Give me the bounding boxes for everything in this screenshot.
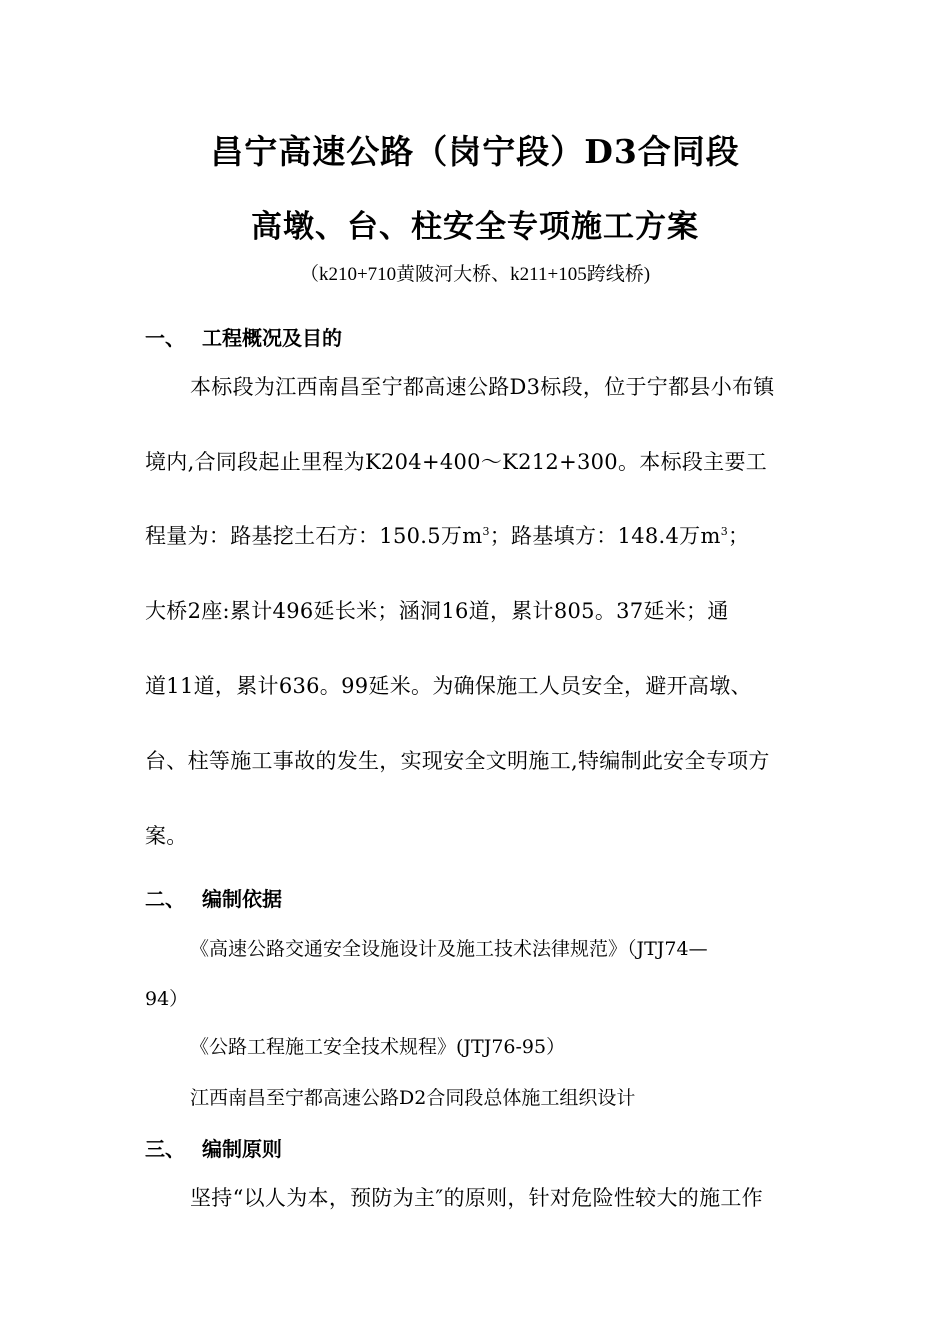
paragraph-line: 大桥2座:累计496延长米；涵洞16道，累计805。37延米；通 — [145, 599, 729, 623]
section-number: 三、 — [145, 1137, 185, 1161]
section-title: 编制原则 — [202, 1137, 282, 1161]
superscript: 3 — [720, 525, 728, 538]
paragraph-line: 台、柱等施工事故的发生，实现安全文明施工,特编制此安全专项方 — [145, 749, 770, 773]
text-fragment: 程量为：路基挖土石方：150.5万m — [145, 524, 483, 548]
reference-line: 《公路工程施工安全技术规程》(JTJ76-95） — [190, 1036, 566, 1058]
text-fragment: ； — [728, 524, 750, 548]
reference-line: 94） — [145, 988, 189, 1010]
paragraph-line: 道11道，累计636。99延米。为确保施工人员安全，避开高墩、 — [145, 674, 752, 698]
reference-line: 《高速公路交通安全设施设计及施工技术法律规范》（JTJ74— — [190, 938, 708, 960]
section-title: 工程概况及目的 — [202, 326, 342, 350]
superscript: 3 — [482, 525, 490, 538]
section-number: 二、 — [145, 887, 185, 911]
paragraph-line — [145, 520, 805, 550]
section-heading-overview — [145, 322, 342, 351]
section-heading-basis — [145, 883, 282, 912]
paragraph-line: 坚持“以人为本，预防为主″的原则，针对危险性较大的施工作 — [190, 1186, 763, 1210]
document-title: 昌宁高速公路（岗宁段）D3合同段 — [210, 132, 740, 171]
section-number: 一、 — [145, 326, 185, 350]
section-title: 编制依据 — [202, 887, 282, 911]
section-heading-principles — [145, 1133, 282, 1162]
text-fragment: ；路基填方：148.4万m — [489, 524, 721, 548]
paragraph-line: 本标段为江西南昌至宁都高速公路D3标段，位于宁都县小布镇 — [190, 375, 775, 399]
paragraph-line: 境内,合同段起止里程为K204+400～K212+300。本标段主要工 — [145, 450, 768, 474]
bridge-scope-note: （k210+710黄陂河大桥、k211+105跨线桥) — [299, 264, 651, 285]
reference-line: 江西南昌至宁都高速公路D2合同段总体施工组织设计 — [190, 1087, 636, 1109]
document-subtitle: 高墩、台、柱安全专项施工方案 — [251, 209, 699, 245]
paragraph-line: 案。 — [145, 824, 188, 848]
